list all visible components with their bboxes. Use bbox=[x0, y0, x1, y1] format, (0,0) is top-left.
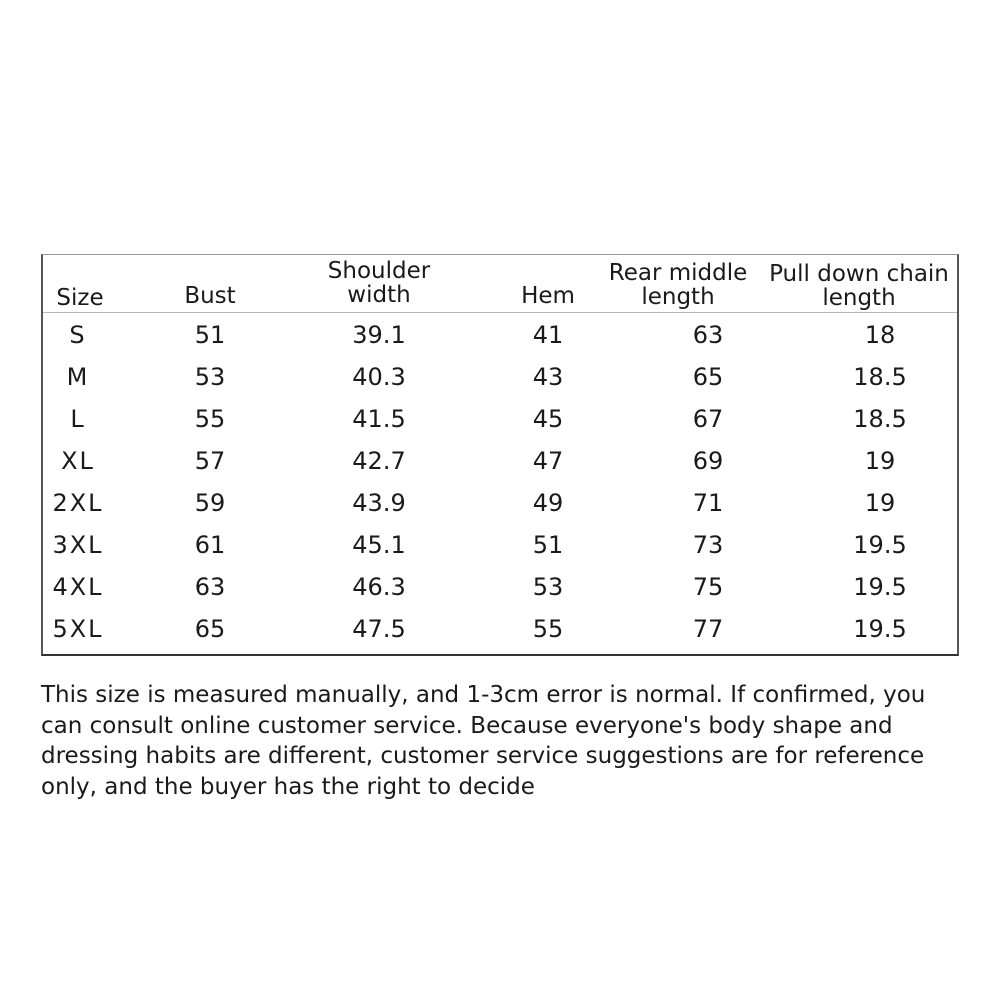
cell-bust: 63 bbox=[194, 573, 226, 601]
cell-hem: 51 bbox=[532, 531, 564, 559]
header-rear-middle-length bbox=[603, 261, 753, 309]
header-pull-down-chain-length bbox=[763, 262, 955, 310]
header-hem: Hem bbox=[521, 283, 575, 309]
table-row bbox=[43, 482, 957, 524]
cell-chain: 19.5 bbox=[853, 531, 907, 559]
cell-chain: 18.5 bbox=[853, 363, 907, 391]
cell-size: 5XL bbox=[52, 615, 104, 643]
cell-shoulder: 46.3 bbox=[352, 573, 406, 601]
cell-chain: 19 bbox=[864, 489, 896, 517]
cell-hem: 45 bbox=[532, 405, 564, 433]
table-row bbox=[43, 314, 957, 356]
note-line: This size is measured manually, and 1-3cm error is normal. If confirmed, you bbox=[41, 682, 926, 708]
header-shoulder-line1: Shoulder bbox=[327, 258, 431, 284]
cell-rear: 69 bbox=[692, 447, 724, 475]
header-rear-line2: length bbox=[641, 284, 715, 310]
note-line: dressing habits are different, customer service suggestions are for reference bbox=[41, 743, 925, 769]
measurement-note bbox=[41, 680, 971, 802]
cell-size: M bbox=[66, 363, 90, 391]
cell-chain: 19.5 bbox=[853, 573, 907, 601]
header-chain-line1: Pull down chain bbox=[769, 261, 949, 287]
cell-chain: 18.5 bbox=[853, 405, 907, 433]
cell-bust: 55 bbox=[194, 405, 226, 433]
table-row bbox=[43, 524, 957, 566]
note-line: only, and the buyer has the right to decide bbox=[41, 773, 535, 800]
cell-shoulder: 42.7 bbox=[352, 447, 406, 475]
cell-size: 4XL bbox=[52, 573, 104, 601]
table-row bbox=[43, 356, 957, 398]
cell-hem: 47 bbox=[532, 447, 564, 475]
header-chain-line2: length bbox=[822, 285, 896, 311]
cell-size: 2XL bbox=[52, 489, 104, 517]
cell-shoulder: 43.9 bbox=[352, 489, 406, 517]
header-divider bbox=[43, 312, 957, 313]
cell-hem: 43 bbox=[532, 363, 564, 391]
cell-size: L bbox=[70, 405, 86, 433]
cell-shoulder: 47.5 bbox=[352, 615, 406, 643]
cell-bust: 53 bbox=[194, 363, 226, 391]
cell-size: XL bbox=[61, 447, 95, 475]
note-line: can consult online customer service. Because everyone's body shape and bbox=[41, 712, 893, 739]
cell-hem: 41 bbox=[532, 321, 564, 349]
cell-size: 3XL bbox=[52, 531, 104, 559]
header-bust: Bust bbox=[184, 283, 236, 309]
header-shoulder-line2: width bbox=[347, 282, 411, 308]
table-row bbox=[43, 566, 957, 608]
header-rear-line1: Rear middle bbox=[608, 260, 748, 286]
header-size: Size bbox=[56, 285, 104, 311]
cell-bust: 59 bbox=[194, 489, 226, 517]
cell-chain: 19.5 bbox=[853, 615, 907, 643]
cell-shoulder: 41.5 bbox=[352, 405, 406, 433]
header-shoulder-width bbox=[299, 259, 459, 307]
cell-rear: 63 bbox=[692, 321, 724, 349]
cell-chain: 19 bbox=[864, 447, 896, 475]
cell-hem: 49 bbox=[532, 489, 564, 517]
cell-shoulder: 39.1 bbox=[352, 321, 406, 349]
size-chart-table bbox=[41, 254, 959, 656]
table-row bbox=[43, 440, 957, 482]
cell-bust: 57 bbox=[194, 447, 226, 475]
cell-bust: 65 bbox=[194, 615, 226, 643]
cell-rear: 77 bbox=[692, 615, 724, 643]
cell-size: S bbox=[69, 321, 87, 349]
table-row bbox=[43, 398, 957, 440]
cell-bust: 51 bbox=[194, 321, 226, 349]
cell-rear: 67 bbox=[692, 405, 724, 433]
cell-bust: 61 bbox=[194, 531, 226, 559]
cell-rear: 71 bbox=[692, 489, 724, 517]
cell-rear: 65 bbox=[692, 363, 724, 391]
table-row bbox=[43, 608, 957, 650]
cell-shoulder: 45.1 bbox=[352, 531, 406, 559]
cell-chain: 18 bbox=[864, 321, 896, 349]
cell-shoulder: 40.3 bbox=[352, 363, 406, 391]
cell-rear: 75 bbox=[692, 573, 724, 601]
cell-hem: 55 bbox=[532, 615, 564, 643]
cell-rear: 73 bbox=[692, 531, 724, 559]
cell-hem: 53 bbox=[532, 573, 564, 601]
